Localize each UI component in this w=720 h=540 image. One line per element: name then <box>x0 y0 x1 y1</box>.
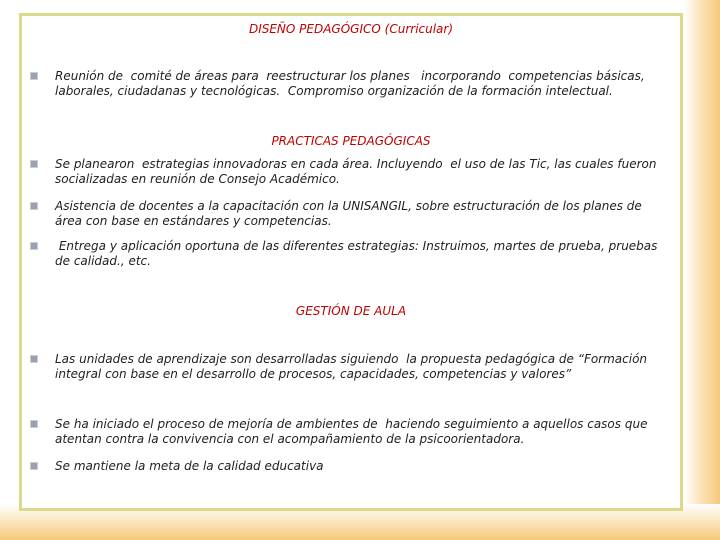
list-item-text: Se mantiene la meta de la calidad educativa <box>55 459 324 473</box>
list-item <box>30 417 670 447</box>
list-item-text: Reunión de comité de áreas para reestructurar los planes incorporando competencias básicas, laborales, ciudadanas y tecnológicas. Compromiso organización de la formación intelectual. <box>55 69 649 98</box>
square-bullet-icon <box>30 420 38 428</box>
square-bullet-icon <box>30 242 38 250</box>
list-item <box>30 239 670 269</box>
square-bullet-icon <box>30 160 38 168</box>
list-item <box>30 352 670 382</box>
list-item-text: Entrega y aplicación oportuna de las diferentes estrategias: Instruimos, martes de prueba, pruebas de calidad., etc. <box>55 239 662 268</box>
square-bullet-icon <box>30 72 38 80</box>
list-item <box>30 459 670 474</box>
list-item-text: Se ha iniciado el proceso de mejoría de ambientes de haciendo seguimiento a aquellos casos que atentan contra la convivencia con el acompañamiento de la psicoorientadora. <box>55 417 652 446</box>
list-item <box>30 157 670 187</box>
square-bullet-icon <box>30 462 38 470</box>
square-bullet-icon <box>30 202 38 210</box>
list-item-text: Las unidades de aprendizaje son desarrolladas siguiendo la propuesta pedagógica de “Formación integral con base en el desarrollo de procesos, capacidades, competencias y valores” <box>55 352 651 381</box>
list-item-text: Se planearon estrategias innovadoras en cada área. Incluyendo el uso de las Tic, las cuales fueron socializadas en reunión de Consejo Académico. <box>55 157 661 186</box>
section-heading-diseno: DISEÑO PEDAGÓGICO (Curricular) <box>248 22 454 36</box>
section-heading-practicas: PRACTICAS PEDAGÓGICAS <box>271 134 431 148</box>
decorative-right-gradient <box>684 0 720 540</box>
slide-content-frame <box>19 13 683 511</box>
square-bullet-icon <box>30 355 38 363</box>
list-item <box>30 199 670 229</box>
list-item-text: Asistencia de docentes a la capacitación con la UNISANGIL, sobre estructuración de los planes de área con base en estándares y competencias. <box>55 199 646 228</box>
list-item <box>30 69 670 99</box>
section-heading-gestion: GESTIÓN DE AULA <box>295 304 407 318</box>
